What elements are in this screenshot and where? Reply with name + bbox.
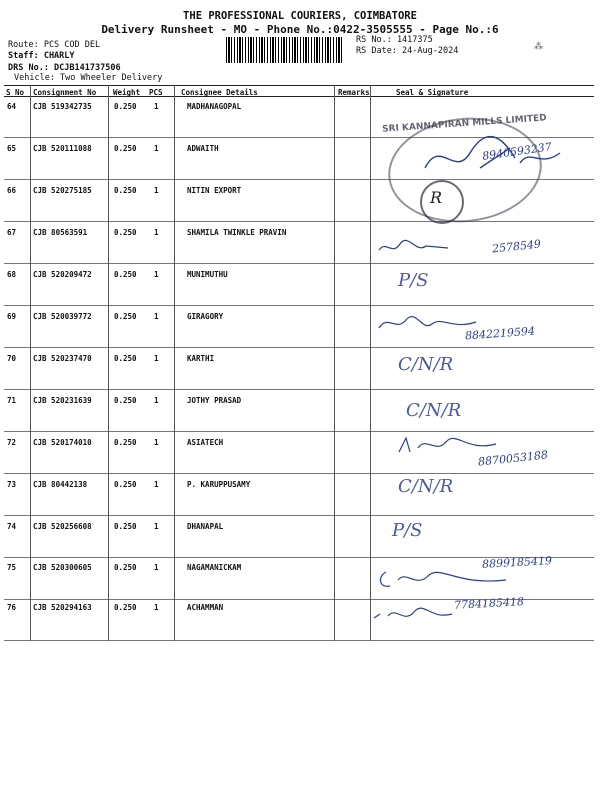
- row-pcs: 1: [154, 563, 159, 572]
- signature-67: [376, 236, 456, 260]
- column-divider: [174, 85, 175, 641]
- row-divider: [4, 263, 594, 264]
- row-weight: 0.250: [114, 186, 137, 195]
- row-sno: 74: [7, 522, 17, 531]
- signature-76: [370, 604, 460, 626]
- row-divider: [4, 347, 594, 348]
- row-sno: 70: [7, 354, 17, 363]
- staff-label: Staff: CHARLY: [8, 51, 75, 61]
- row-consignment-no: CJB 520275185: [33, 186, 92, 195]
- phone-76: 7784185418: [453, 595, 525, 612]
- row-weight: 0.250: [114, 522, 137, 531]
- row-divider: [4, 515, 594, 516]
- col-header-pcs: PCS: [149, 88, 163, 97]
- row-sno: 66: [7, 186, 17, 195]
- row-divider: [4, 431, 594, 432]
- row-pcs: 1: [154, 228, 159, 237]
- row-divider: [4, 640, 594, 641]
- row-consignee: DHANAPAL: [187, 522, 224, 531]
- row-pcs: 1: [154, 144, 159, 153]
- status-68: P/S: [398, 270, 429, 291]
- row-pcs: 1: [154, 396, 159, 405]
- row-consignee: NAGAMANICKAM: [187, 563, 242, 572]
- row-pcs: 1: [154, 270, 159, 279]
- column-divider: [108, 85, 109, 641]
- row-pcs: 1: [154, 480, 159, 489]
- row-consignee: P. KARUPPUSAMY: [187, 480, 251, 489]
- row-consignee: KARTHI: [187, 354, 215, 363]
- row-sno: 68: [7, 270, 17, 279]
- row-consignment-no: CJB 520209472: [33, 270, 92, 279]
- rs-date: RS Date: 24-Aug-2024: [356, 46, 459, 56]
- phone-72: 8870053188: [477, 448, 549, 469]
- row-divider: [4, 305, 594, 306]
- phone-75: 8899185419: [481, 554, 553, 571]
- status-73: C/N/R: [398, 476, 454, 497]
- row-consignment-no: CJB 520294163: [33, 603, 92, 612]
- column-divider: [334, 85, 335, 641]
- row-consignment-no: CJB 520237470: [33, 354, 92, 363]
- status-74: P/S: [392, 520, 423, 541]
- row-sno: 76: [7, 603, 17, 612]
- row-pcs: 1: [154, 522, 159, 531]
- row-sno: 71: [7, 396, 17, 405]
- row-weight: 0.250: [114, 480, 137, 489]
- row-pcs: 1: [154, 102, 159, 111]
- row-weight: 0.250: [114, 102, 137, 111]
- company-title: THE PROFESSIONAL COURIERS, COIMBATORE: [183, 10, 417, 22]
- row-sno: 75: [7, 563, 17, 572]
- row-consignment-no: CJB 80563591: [33, 228, 88, 237]
- margin-scribble: ⁂: [534, 42, 543, 52]
- row-weight: 0.250: [114, 396, 137, 405]
- vehicle-label: Vehicle: Two Wheeler Delivery: [14, 73, 163, 83]
- row-pcs: 1: [154, 354, 159, 363]
- col-header-sno: S No: [6, 88, 25, 97]
- seal-initial: R: [430, 188, 443, 207]
- row-sno: 64: [7, 102, 17, 111]
- row-pcs: 1: [154, 312, 159, 321]
- row-sno: 73: [7, 480, 17, 489]
- row-consignment-no: CJB 520231639: [33, 396, 92, 405]
- row-divider: [4, 221, 594, 222]
- row-pcs: 1: [154, 186, 159, 195]
- row-sno: 72: [7, 438, 17, 447]
- row-consignment-no: CJB 520174010: [33, 438, 92, 447]
- row-consignee: JOTHY PRASAD: [187, 396, 242, 405]
- rs-number: RS No.: 1417375: [356, 35, 433, 45]
- route-label: Route: PCS COD DEL: [8, 40, 101, 50]
- col-header-seal-signature: Seal & Signature: [396, 88, 469, 97]
- row-consignment-no: CJB 520111088: [33, 144, 92, 153]
- row-consignee: ADWAITH: [187, 144, 219, 153]
- phone-69: 8842219594: [464, 324, 536, 343]
- row-consignee: NITIN EXPORT: [187, 186, 242, 195]
- col-header-weight: Weight: [113, 88, 141, 97]
- table-top-border: [4, 85, 594, 86]
- status-71: C/N/R: [406, 400, 462, 421]
- column-divider: [370, 85, 371, 641]
- barcode: [226, 37, 344, 63]
- row-consignment-no: CJB 520256608: [33, 522, 92, 531]
- col-header-consignee: Consignee Details: [181, 88, 258, 97]
- row-divider: [4, 389, 594, 390]
- col-header-consignment: Consignment No: [33, 88, 97, 97]
- phone-65: 8940593237: [481, 140, 553, 163]
- row-pcs: 1: [154, 603, 159, 612]
- row-sno: 65: [7, 144, 17, 153]
- row-sno: 69: [7, 312, 17, 321]
- stamp-company-name: SRI KANNAPIRAN MILLS LIMITED: [381, 113, 548, 135]
- row-consignee: MADHANAGOPAL: [187, 102, 242, 111]
- col-header-remarks: Remarks: [338, 88, 370, 97]
- row-consignee: SHAMILA TWINKLE PRAVIN: [187, 228, 287, 237]
- row-weight: 0.250: [114, 563, 137, 572]
- row-weight: 0.250: [114, 312, 137, 321]
- row-consignee: ACHAMMAN: [187, 603, 224, 612]
- row-consignee: ASIATECH: [187, 438, 224, 447]
- drs-number: DRS No.: DCJB141737506: [8, 63, 121, 73]
- runsheet-title: Delivery Runsheet - MO - Phone No.:0422-3505555 - Page No.:6: [101, 23, 499, 36]
- row-consignee: GIRAGORY: [187, 312, 224, 321]
- row-weight: 0.250: [114, 438, 137, 447]
- row-weight: 0.250: [114, 270, 137, 279]
- row-weight: 0.250: [114, 354, 137, 363]
- column-divider: [30, 85, 31, 641]
- row-pcs: 1: [154, 438, 159, 447]
- signature-75: [376, 566, 516, 592]
- row-consignee: MUNIMUTHU: [187, 270, 228, 279]
- row-divider: [4, 473, 594, 474]
- row-consignment-no: CJB 519342735: [33, 102, 92, 111]
- row-sno: 67: [7, 228, 17, 237]
- row-consignment-no: CJB 80442138: [33, 480, 88, 489]
- phone-67: 2578549: [491, 237, 542, 256]
- row-consignment-no: CJB 520300605: [33, 563, 92, 572]
- row-weight: 0.250: [114, 228, 137, 237]
- row-consignment-no: CJB 520039772: [33, 312, 92, 321]
- row-weight: 0.250: [114, 144, 137, 153]
- row-weight: 0.250: [114, 603, 137, 612]
- status-70: C/N/R: [398, 354, 454, 375]
